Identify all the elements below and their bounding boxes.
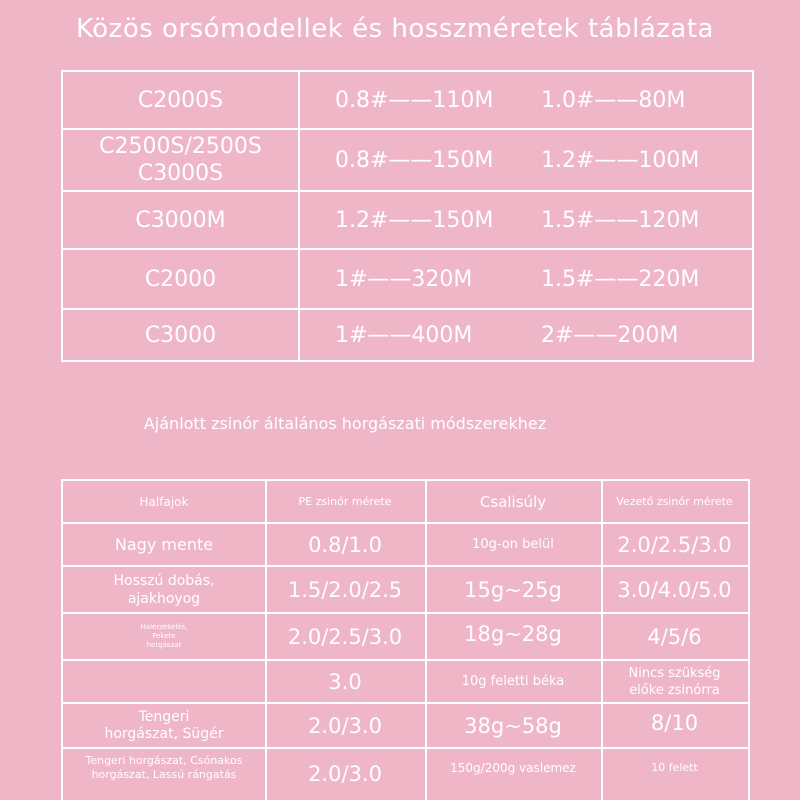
table-row [63, 128, 752, 190]
line-capacity-1: 0.8#——150M [335, 147, 494, 173]
line-capacity-2: 1.5#——120M [541, 207, 700, 233]
table-row [63, 308, 752, 360]
line-capacity-2: 1.0#——80M [541, 87, 686, 113]
reel-model-cell: C3000M [135, 207, 226, 233]
leader-size-cell: 8/10 [650, 711, 699, 735]
column-divider [298, 310, 300, 360]
lure-weight-cell: 18g~28g [464, 622, 562, 646]
header-pe-size: PE zsinór mérete [298, 495, 392, 508]
header-lure-weight: Csalisúly [479, 492, 547, 511]
line-capacity-1: 1#——320M [335, 266, 473, 292]
species-cell: Tengeri horgászat, Sügér [104, 708, 224, 742]
species-cell: Tengeri horgászat, Csónakos horgászat, Lassú rángatás [85, 754, 243, 781]
column-divider [748, 481, 750, 800]
pe-size-cell: 2.0/3.0 [308, 713, 382, 738]
header-leader-size: Vezető zsinór mérete [616, 495, 733, 508]
reel-model-cell: C2000 [144, 266, 217, 292]
line-capacity-2: 2#——200M [541, 322, 679, 348]
pe-size-cell: 3.0 [328, 669, 362, 694]
column-divider [298, 192, 300, 248]
reel-model-cell: C2000S [137, 87, 224, 113]
pe-size-cell: 1.5/2.0/2.5 [287, 577, 403, 602]
pe-size-cell: 0.8/1.0 [308, 532, 382, 557]
line-capacity-1: 1.2#——150M [335, 207, 494, 233]
table-row [63, 72, 752, 128]
column-divider [298, 130, 300, 190]
recommended-line-table [61, 479, 750, 800]
lure-weight-cell: 38g~58g [464, 713, 562, 738]
reel-model-cell: C3000 [144, 322, 217, 348]
leader-size-cell: 2.0/2.5/3.0 [617, 532, 732, 557]
page-title: Közös orsómodellek és hosszméretek táblázata [76, 14, 714, 44]
lure-weight-cell: 10g-on belül [472, 537, 554, 552]
species-cell: Hosszú dobás, ajakhoyog [113, 572, 215, 607]
lure-weight-cell: 150g/200g vaslemez [450, 761, 576, 775]
leader-size-cell: 4/5/6 [647, 624, 702, 649]
reel-length-table [61, 70, 754, 362]
table-row [63, 190, 752, 248]
lure-weight-cell: 15g~25g [464, 577, 562, 602]
leader-size-cell: Nincs szükség előke zsinórra [628, 665, 721, 698]
line-capacity-1: 1#——400M [335, 322, 473, 348]
section-subtitle: Ajánlott zsinór általános horgászati módszerekhez [143, 414, 547, 433]
lure-weight-cell: 10g feletti béka [461, 674, 565, 689]
reel-model-cell: C2500S/2500S C3000S [99, 134, 262, 186]
pe-size-cell: 2.0/3.0 [308, 762, 382, 786]
line-capacity-2: 1.5#——220M [541, 266, 700, 292]
species-cell: Nagy mente [114, 534, 214, 554]
pe-size-cell: 2.0/2.5/3.0 [287, 624, 403, 649]
line-capacity-2: 1.2#——100M [541, 147, 700, 173]
column-divider [298, 250, 300, 308]
species-cell: Halérzékelés, Fekete horgászat [140, 623, 188, 649]
leader-size-cell: 3.0/4.0/5.0 [617, 577, 732, 602]
header-species: Halfajok [139, 494, 189, 509]
leader-size-cell: 10 felett [651, 761, 698, 774]
species-cell [63, 661, 265, 702]
column-divider [298, 72, 300, 128]
table-row [63, 248, 752, 308]
line-capacity-1: 0.8#——110M [335, 87, 494, 113]
